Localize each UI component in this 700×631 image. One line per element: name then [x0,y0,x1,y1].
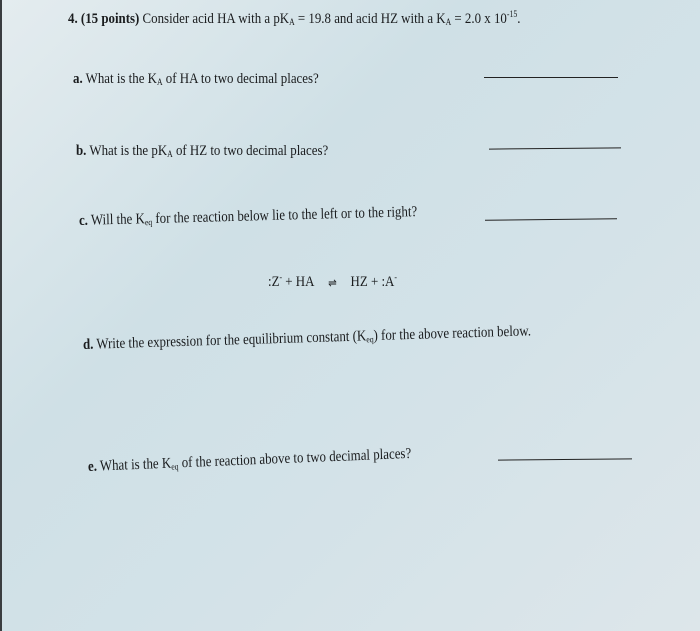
question-points: (15 points) [80,11,140,27]
equilibrium-arrow-icon: ⇌ [328,275,337,290]
part-label: d. [82,336,94,353]
subscript: A [167,149,173,159]
reactant-z: :Z [268,274,280,290]
photo-edge [0,0,2,631]
part-e [88,446,412,476]
charge: - [279,272,283,282]
part-label: a. [73,71,83,87]
intro-text: Consider acid HA with a pK [142,11,290,27]
reaction-equation [268,272,397,291]
products: HZ + :A [350,274,395,290]
intro-text: . [517,11,521,27]
charge: - [394,272,397,282]
part-text: What is the K [99,455,172,475]
answer-blank-c[interactable] [485,218,617,220]
part-label: e. [87,458,98,475]
part-a [73,71,319,88]
subscript: A [445,17,452,27]
reactant-ha: + HA [282,274,315,290]
subscript: eq [366,334,374,345]
part-c [79,204,418,230]
part-text: Will the K [90,211,146,229]
answer-blank-b[interactable] [489,147,621,149]
question-header [68,9,520,28]
subscript: eq [144,217,153,228]
intro-text: = 19.8 and acid HZ with a K [294,11,446,27]
question-number: 4. [68,11,78,27]
part-text: of the reaction above to two decimal places? [178,445,412,472]
part-d [83,323,531,354]
part-text: Write the expression for the equilibrium constant (K [96,328,367,353]
answer-blank-a[interactable] [484,77,618,78]
subscript: A [289,17,295,27]
part-text: of HZ to two decimal places? [172,143,329,159]
part-b [76,143,328,160]
part-label: b. [76,143,87,159]
subscript: eq [171,461,179,472]
part-text: What is the pK [89,143,168,159]
part-text: What is the K [85,71,157,87]
exponent: -15 [506,9,518,19]
part-label: c. [78,212,89,229]
answer-blank-e[interactable] [498,458,632,460]
intro-text: = 2.0 x 10 [451,11,507,27]
part-text: of HA to two decimal places? [162,71,319,87]
part-text: for the reaction below lie to the left or to the right? [152,204,418,228]
part-text: ) for the above reaction below. [373,323,532,345]
subscript: A [156,77,163,87]
